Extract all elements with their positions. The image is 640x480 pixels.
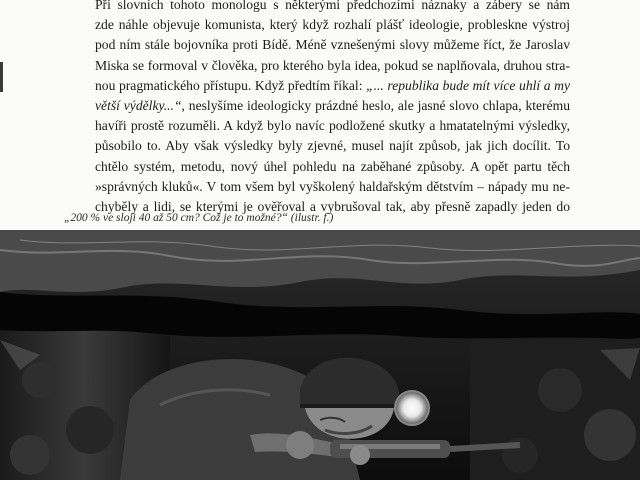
text-line: Při slovních tohoto monologu s některými předchozími náznaky a zábery se nám [95,0,570,12]
text-line: pod ním stále bojovníka proti Bídě. Méně vznešenými slovy můžeme říct, že Jaroslav [95,37,570,53]
text-line: Miska se formoval v člověka, pro kterého byla idea, pokud se naplňovala, druhou stra- [95,57,570,73]
text-span: nou pragmatického přístupu. Když předtím říkal: [95,77,367,93]
photo-caption: „200 % ve sloji 40 až 50 cm? Což je to možné?“ (ilustr. f.) [64,212,334,224]
coal-miner-photo [0,230,640,480]
text-line: působilo to. Aby však výsledky byly zjevné, musel najít způsob, jak jich docílit. To [95,138,570,154]
text-line: havíři prostě rozuměli. A když bylo navíc podložené skutky a hmatatelnými výsledky, [95,118,570,134]
text-line [95,76,570,96]
text-line: chyběly a lidi, se kterými je ověřoval a vybrušoval tak, aby přesně zapadly jeden do [95,198,570,214]
text-span: , neslyšíme ideologicky prázdné heslo, ale jasné slovo chlapa, kterému [181,97,570,113]
body-text [95,0,570,217]
text-line: chtělo systém, metodu, nový úhel pohledu na zaběhané způsoby. A opět partu těch [95,158,570,174]
quote-span: větší výdělky...“ [95,97,182,113]
quote-span: „... republika bude mít více uhlí a my [366,77,570,93]
text-line [95,96,570,116]
photo-illustration [0,230,640,480]
page-edge-mark [0,62,3,92]
text-line: zde náhle objevuje komunista, který když rozhalí plášť ideologie, probleskne výstroj [95,17,570,33]
text-line: »správných kluků«. V tom všem byl vyškolený haldařským dětstvím – nápady mu ne- [95,178,570,194]
